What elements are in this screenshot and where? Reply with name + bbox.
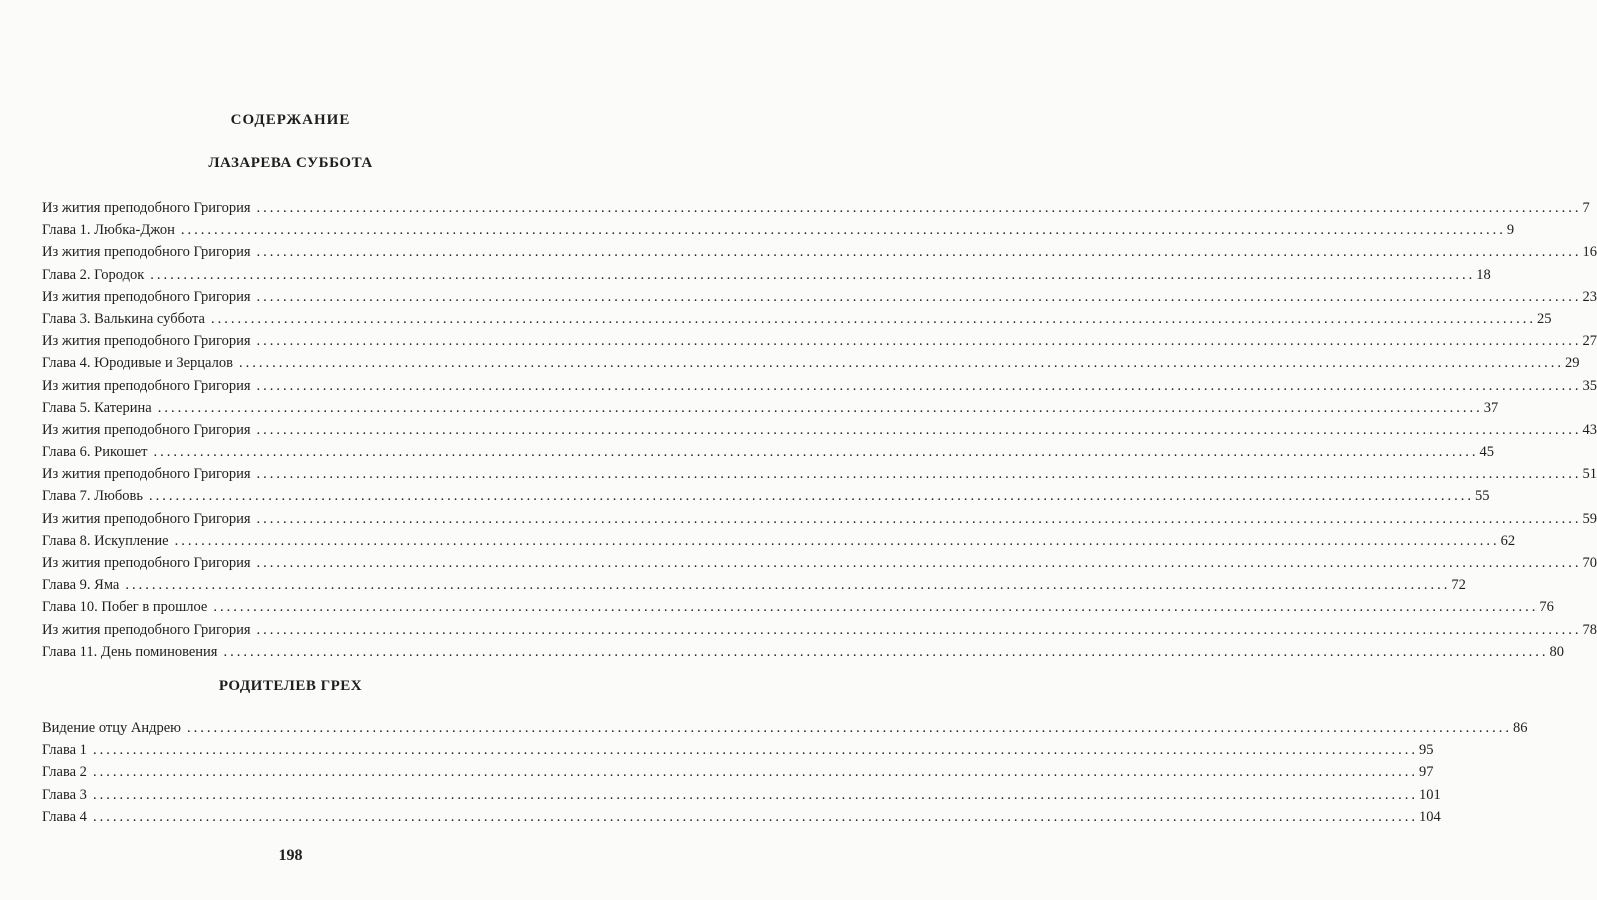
- toc-entry-title: Из жития преподобного Григория: [42, 333, 251, 350]
- toc-entry-title: Глава 10. Побег в прошлое: [42, 599, 208, 616]
- toc-entry: [42, 219, 1515, 241]
- toc-dot-leader: ........................................................................................................................................................................................................: [150, 266, 1476, 283]
- contents-heading: СОДЕРЖАНИЕ: [230, 112, 351, 128]
- toc-dot-leader: ........................................................................................................................................................................................................: [92, 742, 1418, 759]
- toc-entry-page: 37: [1483, 399, 1499, 416]
- toc-dot-leader: ........................................................................................................................................................................................................: [256, 244, 1582, 261]
- toc-entry-title: Из жития преподобного Григория: [42, 421, 251, 438]
- toc-entry: [42, 739, 1434, 761]
- toc-dot-leader: ........................................................................................................................................................................................................: [186, 720, 1512, 736]
- toc-entry-page: 35: [1582, 377, 1597, 394]
- toc-entry: [42, 286, 1597, 308]
- toc-entry: [42, 784, 1441, 806]
- toc-entry-page: 55: [1474, 488, 1490, 505]
- toc-entry-title: Из жития преподобного Григория: [42, 377, 251, 394]
- toc-entry-page: 86: [1512, 720, 1528, 736]
- toc-entry-title: Глава 4: [42, 808, 87, 825]
- page-number: 198: [278, 847, 303, 864]
- toc-entry-page: 95: [1418, 742, 1434, 759]
- toc-dot-leader: ........................................................................................................................................................................................................: [210, 310, 1536, 327]
- toc-entry: [42, 761, 1434, 783]
- toc-entry-page: 101: [1418, 786, 1441, 803]
- section-title-lazareva-subbota: ЛАЗАРЕВА СУББОТА: [208, 155, 373, 171]
- toc-entry: [42, 441, 1495, 463]
- toc-entry-page: 29: [1564, 355, 1580, 372]
- toc-entry-title: Глава 1. Любка-Джон: [42, 222, 175, 239]
- toc-dot-leader: ........................................................................................................................................................................................................: [256, 333, 1582, 350]
- toc-dot-leader: ........................................................................................................................................................................................................: [256, 466, 1582, 483]
- toc-entry-title: Видение отцу Андрею: [42, 720, 181, 736]
- toc-entry-page: 59: [1582, 510, 1597, 527]
- toc-entry: [42, 352, 1580, 374]
- toc-dot-leader: ........................................................................................................................................................................................................: [125, 577, 1451, 594]
- toc-dot-leader: ........................................................................................................................................................................................................: [213, 599, 1539, 616]
- toc-dot-leader: ........................................................................................................................................................................................................: [238, 355, 1564, 372]
- toc-dot-leader: ........................................................................................................................................................................................................: [174, 532, 1500, 549]
- toc-entry-page: 7: [1582, 200, 1590, 216]
- toc-entry: [42, 641, 1564, 663]
- toc-entry: [42, 375, 1597, 397]
- toc-entry-page: 80: [1549, 643, 1564, 660]
- toc-dot-leader: ........................................................................................................................................................................................................: [92, 808, 1418, 825]
- toc-entry: [42, 397, 1499, 419]
- toc-dot-leader: ........................................................................................................................................................................................................: [256, 377, 1582, 394]
- toc-entry-page: 104: [1418, 808, 1441, 825]
- toc-entry-title: Глава 11. День поминовения: [42, 643, 218, 660]
- toc-entry-title: Из жития преподобного Григория: [42, 244, 251, 261]
- toc-dot-leader: ........................................................................................................................................................................................................: [180, 222, 1506, 239]
- toc-entry: [42, 717, 1528, 739]
- toc-entry-page: 16: [1582, 244, 1597, 261]
- toc-entry-title: Из жития преподобного Григория: [42, 200, 251, 216]
- toc-entry: [42, 419, 1597, 441]
- toc-dot-leader: ........................................................................................................................................................................................................: [153, 444, 1479, 461]
- toc-entry-title: Глава 8. Искупление: [42, 532, 169, 549]
- toc-entry-title: Глава 4. Юродивые и Зерцалов: [42, 355, 233, 372]
- toc-entry: [42, 197, 1590, 219]
- toc-dot-leader: ........................................................................................................................................................................................................: [92, 786, 1418, 803]
- toc-entry: [42, 806, 1441, 828]
- toc-entry-title: Глава 5. Катерина: [42, 399, 152, 416]
- toc-entry-title: Из жития преподобного Григория: [42, 466, 251, 483]
- toc-entry: [42, 574, 1466, 596]
- toc-entry-page: 62: [1500, 532, 1516, 549]
- toc-dot-leader: ........................................................................................................................................................................................................: [92, 764, 1418, 781]
- toc-entry-title: Глава 3. Валькина суббота: [42, 310, 205, 327]
- toc-dot-leader: ........................................................................................................................................................................................................: [256, 510, 1582, 527]
- section-title-roditelev-grekh: РОДИТЕЛЕВ ГРЕХ: [218, 678, 363, 694]
- toc-dot-leader: ........................................................................................................................................................................................................: [157, 399, 1483, 416]
- toc-dot-leader: ........................................................................................................................................................................................................: [148, 488, 1474, 505]
- toc-entry: [42, 485, 1490, 507]
- toc-entry: [42, 330, 1597, 352]
- toc-entry-page: 23: [1582, 288, 1597, 305]
- toc-entry-title: Глава 1: [42, 742, 87, 759]
- toc-list-lazareva-subbota: [42, 197, 1597, 663]
- toc-dot-leader: ........................................................................................................................................................................................................: [223, 643, 1549, 660]
- toc-entry-page: 97: [1418, 764, 1434, 781]
- toc-entry-title: Глава 9. Яма: [42, 577, 120, 594]
- toc-entry-page: 45: [1479, 444, 1495, 461]
- toc-entry-title: Из жития преподобного Григория: [42, 555, 251, 571]
- toc-entry-page: 18: [1476, 266, 1491, 283]
- toc-entry-page: 43: [1582, 421, 1597, 438]
- toc-entry: [42, 552, 1597, 574]
- toc-dot-leader: ........................................................................................................................................................................................................: [256, 621, 1582, 638]
- toc-entry: [42, 264, 1491, 286]
- toc-entry: [42, 619, 1597, 641]
- toc-list-roditelev-grekh: [42, 717, 1528, 828]
- toc-entry: [42, 241, 1597, 263]
- toc-entry-page: 72: [1451, 577, 1466, 594]
- toc-entry: [42, 308, 1552, 330]
- toc-entry-title: Глава 7. Любовь: [42, 488, 143, 505]
- toc-entry-page: 76: [1539, 599, 1554, 616]
- toc-entry-title: Глава 2. Городок: [42, 266, 145, 283]
- toc-dot-leader: ........................................................................................................................................................................................................: [256, 288, 1582, 305]
- toc-dot-leader: ........................................................................................................................................................................................................: [256, 200, 1582, 216]
- toc-entry-page: 78: [1582, 621, 1597, 638]
- toc-entry-title: Из жития преподобного Григория: [42, 288, 251, 305]
- toc-entry-title: Из жития преподобного Григория: [42, 510, 251, 527]
- toc-entry: [42, 530, 1516, 552]
- toc-entry-page: 70: [1582, 555, 1597, 571]
- toc-entry: [42, 463, 1597, 485]
- toc-entry-page: 51: [1582, 466, 1597, 483]
- toc-entry-title: Глава 3: [42, 786, 87, 803]
- toc-dot-leader: ........................................................................................................................................................................................................: [256, 421, 1582, 438]
- toc-entry: [42, 508, 1597, 530]
- toc-entry-page: 27: [1582, 333, 1597, 350]
- toc-entry-title: Глава 6. Рикошет: [42, 444, 148, 461]
- toc-entry-title: Глава 2: [42, 764, 87, 781]
- toc-entry-page: 25: [1536, 310, 1552, 327]
- toc-dot-leader: ........................................................................................................................................................................................................: [256, 555, 1582, 571]
- toc-entry-title: Из жития преподобного Григория: [42, 621, 251, 638]
- toc-entry: [42, 596, 1554, 618]
- toc-entry-page: 9: [1506, 222, 1515, 239]
